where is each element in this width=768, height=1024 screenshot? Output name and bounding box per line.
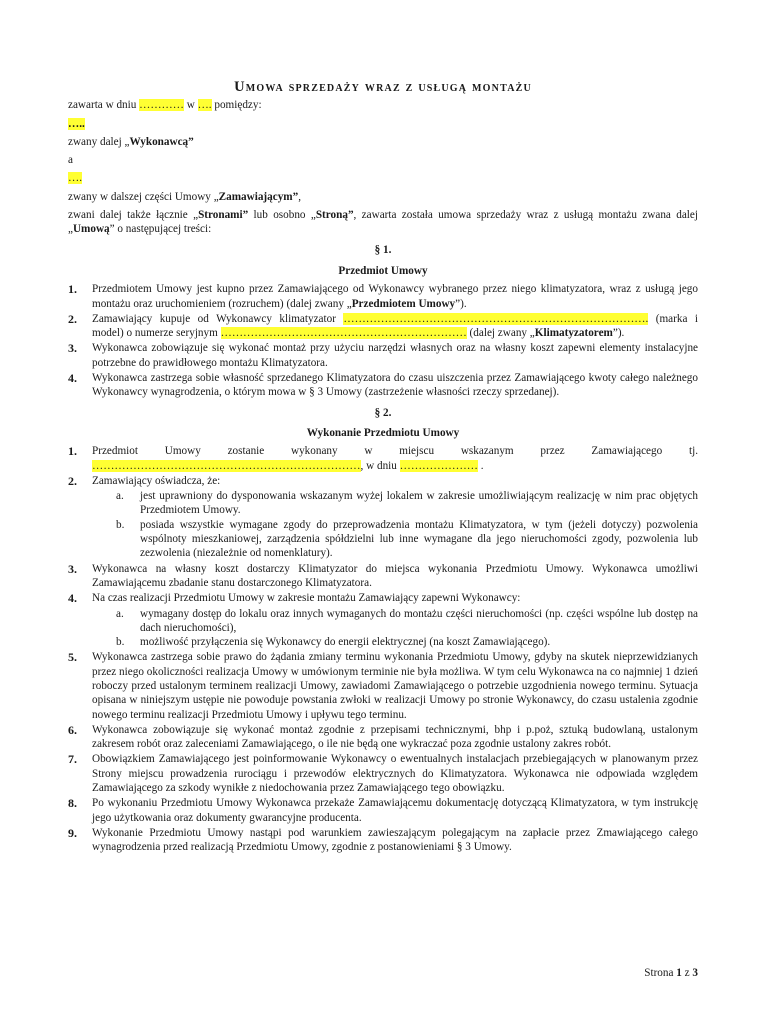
item-text: Wykonawca zobowiązuje się wykonać montaż zgodnie z przepisami technicznymi, bhp i p.poż, sztuką budowlaną, ustalonym zakresem robót oraz zaleceniami Zamawiającego, o ile nie będą one wykraczać poza zgodnie ustalony zakres robót.: [92, 723, 698, 751]
document-title: Umowa sprzedaży wraz z usługą montażu: [234, 79, 532, 95]
item-text: ”).: [455, 297, 467, 310]
item-text: .: [477, 459, 484, 472]
item-number: 8.: [68, 796, 77, 811]
list-item: [68, 282, 698, 311]
sub-list: [92, 607, 698, 650]
item-number: 3.: [68, 341, 77, 356]
item-number: 7.: [68, 752, 77, 767]
item-number: 4.: [68, 371, 77, 386]
item-text: Wykonawca zobowiązuje się wykonać montaż przy użyciu narzędzi własnych oraz na własny koszt zapewni elementy instalacyjne potrzebne do prawidłowego montażu Klimatyzatora.: [92, 342, 698, 369]
sub-list-item: [92, 518, 698, 561]
item-text: Wykonanie Przedmiotu Umowy nastąpi pod warunkiem zawieszającym polegającym na zapłacie przez Zmawiającego całego wynagrodzenia przed realizacją Przedmiotu Umowy, zgodnie z postanowieniami § 3 Umowy.: [92, 826, 698, 854]
list-item: [68, 650, 698, 721]
item-text: ”).: [612, 327, 625, 340]
location-placeholder: ………………………………………………………………: [92, 459, 361, 472]
item-text: Przedmiot Umowy zostanie wykonany w miejscu wskazanym przez Zamawiającego tj.: [92, 445, 698, 458]
subject-alias: Przedmiotem Umowy: [351, 297, 456, 310]
day-placeholder: …………………: [399, 459, 478, 472]
parties-alias: Stronami”: [198, 209, 249, 222]
intro-date-line: [68, 98, 698, 112]
document-body: [68, 80, 698, 858]
item-number: 2.: [68, 473, 77, 488]
item-text: Przedmiotem Umowy jest kupno przez Zamawiającego od Wykonawcy wybranego przez niego klimatyzatora, wraz z usługą jego montażu oraz uruchomieniem (rozruchem) (dalej zwany „: [92, 283, 698, 310]
total-pages: 3: [692, 967, 698, 979]
intro-text: ,: [298, 190, 302, 203]
item-text: , w dniu: [360, 459, 400, 472]
contractor-placeholder: …..: [68, 117, 85, 130]
item-text: Obowiązkiem Zamawiającego jest poinformowanie Wykonawcy o ewentualnych instalacjach przebiegających w planowanym przez Strony miejscu prowadzenia rurociągu i przewodów elektrycznych do Klimatyzatora. Wykonawca nie odpowiada względem Zamawiającego za szkody wynikłe z niedochowania przez Zamawiającego tego obowiązku.: [92, 753, 698, 795]
list-item: [68, 474, 698, 561]
intro-text: , zawarta została umowa sprzedaży wraz z usługą montażu zwana dalej „: [68, 209, 698, 236]
intro-text: lub osobno „: [248, 209, 316, 222]
item-text: Zamawiający kupuje od Wykonawcy klimatyzator: [92, 312, 344, 325]
sub-list-item: [92, 635, 698, 649]
item-number: 1.: [68, 444, 77, 459]
air-conditioner-alias: Klimatyzatorem: [534, 327, 613, 340]
section-1-heading: Przedmiot Umowy: [338, 264, 428, 277]
sub-item-text: możliwość przyłączenia się Wykonawcy do energii elektrycznej (na koszt Zamawiającego).: [140, 636, 551, 649]
item-text: (dalej zwany „: [466, 327, 535, 340]
serial-placeholder: …………………………………………………………: [220, 327, 467, 340]
sub-list-item: [92, 489, 698, 518]
agreement-alias: Umową: [72, 223, 110, 236]
section-1-number: § 1.: [374, 243, 392, 256]
item-text: Wykonawca zastrzega sobie własność sprzedanego Klimatyzatora do czasu uiszczenia przez Zamawiającego kwoty całego należnego Wykonawcy wynagrodzenia, o którym mowa w § 3 Umowy (zastrzeżenie własności rzeczy sprzedanej).: [92, 372, 698, 399]
item-number: 9.: [68, 825, 77, 840]
list-item: [68, 723, 698, 752]
intro-text: zwani dalej także łącznie „: [68, 209, 199, 222]
item-number: 1.: [68, 282, 77, 297]
item-text: Wykonawca na własny koszt dostarczy Klimatyzator do miejsca wykonania Przedmiotu Umowy. Wykonawca umożliwi Zamawiającemu zbadanie stanu dostarczonego Klimatyzatora.: [92, 562, 698, 589]
contractor-placeholder-line: [68, 117, 698, 131]
parties-definition: [68, 208, 698, 237]
intro-text: ” o następującej treści:: [109, 223, 212, 236]
intro-text: zwany dalej „: [68, 135, 130, 148]
item-text: Wykonawca zastrzega sobie prawo do żądania zmiany terminu wykonania Przedmiotu Umowy, gdyby na skutek nieprzewidzianych przez niego okoliczności realizacja Umowy w umówionym terminie nie była możliwa. W tym celu Wykonawca na co najmniej 1 dzień roboczy przed ustalonym terminem realizacji Umowy, zawiadomi Zamawiającego o potrzebie uzgodnienia nowego terminu. Sytuacja opisana w niniejszym ustępie nie powoduje powstania zwłoki w realizacji Umowy po stronie Wykonawcy, do czasu ustalenia zgodnie nowego terminu realizacji Przedmiotu Umowy i upływu tego terminu.: [92, 651, 698, 721]
conjunction-line: a: [68, 154, 73, 167]
intro-text: w: [183, 99, 198, 112]
item-number: 5.: [68, 650, 77, 665]
item-text: Po wykonaniu Przedmiotu Umowy Wykonawca przekaże Zamawiającemu dokumentację dotyczącą Klimatyzatora, w tym instrukcję jego użytkowania oraz dokumenty gwarancyjne producenta.: [92, 797, 698, 824]
sub-list-item: [92, 607, 698, 636]
sub-item-text: wymagany dostęp do lokalu oraz innych wymaganych do montażu części nieruchomości (np. części wspólne lub dostęp na dach nieruchomości),: [140, 607, 698, 634]
list-item: [68, 371, 698, 400]
sub-list: [92, 489, 698, 560]
item-text: Na czas realizacji Przedmiotu Umowy w zakresie montażu Zamawiający zapewni Wykonawcy:: [92, 592, 521, 605]
section-1-list: [68, 282, 698, 399]
current-page: 1: [676, 967, 682, 979]
sub-item-letter: b.: [116, 518, 125, 531]
list-item: [68, 826, 698, 855]
item-number: 4.: [68, 591, 77, 606]
sub-item-letter: a.: [116, 490, 124, 503]
item-number: 2.: [68, 311, 77, 326]
intro-text: zawarta w dniu: [68, 99, 140, 112]
sub-item-letter: a.: [116, 607, 124, 620]
model-placeholder: ……………………………………………………………………….: [343, 312, 649, 325]
date-placeholder: …………: [139, 99, 184, 112]
list-item: [68, 312, 698, 341]
list-item: [68, 591, 698, 649]
intro-text: pomiędzy:: [211, 99, 262, 112]
footer-separator: z: [681, 967, 693, 979]
section-2-heading: Wykonanie Przedmiotu Umowy: [306, 426, 460, 439]
intro-text: zwany w dalszej części Umowy „: [68, 190, 219, 203]
item-number: 6.: [68, 722, 77, 737]
section-2-number: § 2.: [374, 406, 392, 419]
list-item: [68, 752, 698, 795]
contractor-alias: Wykonawcą”: [129, 135, 194, 148]
list-item: [68, 562, 698, 591]
item-number: 3.: [68, 561, 77, 576]
item-text: (marka i model) o numerze seryjnym: [92, 312, 698, 340]
party-alias: Stroną”: [315, 209, 354, 222]
footer-label: Strona: [644, 967, 677, 979]
sub-item-letter: b.: [116, 636, 125, 649]
list-item: [68, 444, 698, 473]
client-placeholder-line: [68, 171, 698, 185]
place-placeholder: ….: [197, 99, 212, 112]
sub-item-text: posiada wszystkie wymagane zgody do przeprowadzenia montażu Klimatyzatora, w tym (jeżeli dotyczy) pozwolenia wspólnoty mieszkaniowej, zarządzenia spółdzielni lub inne wymagane dla jego nieruchomości zgody, pozwolenia lub zezwolenia (niezależnie od nomenklatury).: [140, 518, 698, 560]
sub-item-text: jest uprawniony do dysponowania wskazanym wyżej lokalem w zakresie umożliwiającym realizację w nim prac objętych Przedmiotem Umowy.: [140, 490, 698, 517]
client-alias-line: [68, 190, 698, 204]
list-item: [68, 796, 698, 825]
client-placeholder: ….: [68, 172, 82, 185]
item-text: Zamawiający oświadcza, że:: [92, 474, 221, 487]
contractor-alias-line: [68, 135, 698, 149]
section-2-list: [68, 444, 698, 854]
page-number-footer: [644, 966, 698, 980]
client-alias: Zamawiającym”: [218, 190, 299, 203]
list-item: [68, 341, 698, 370]
